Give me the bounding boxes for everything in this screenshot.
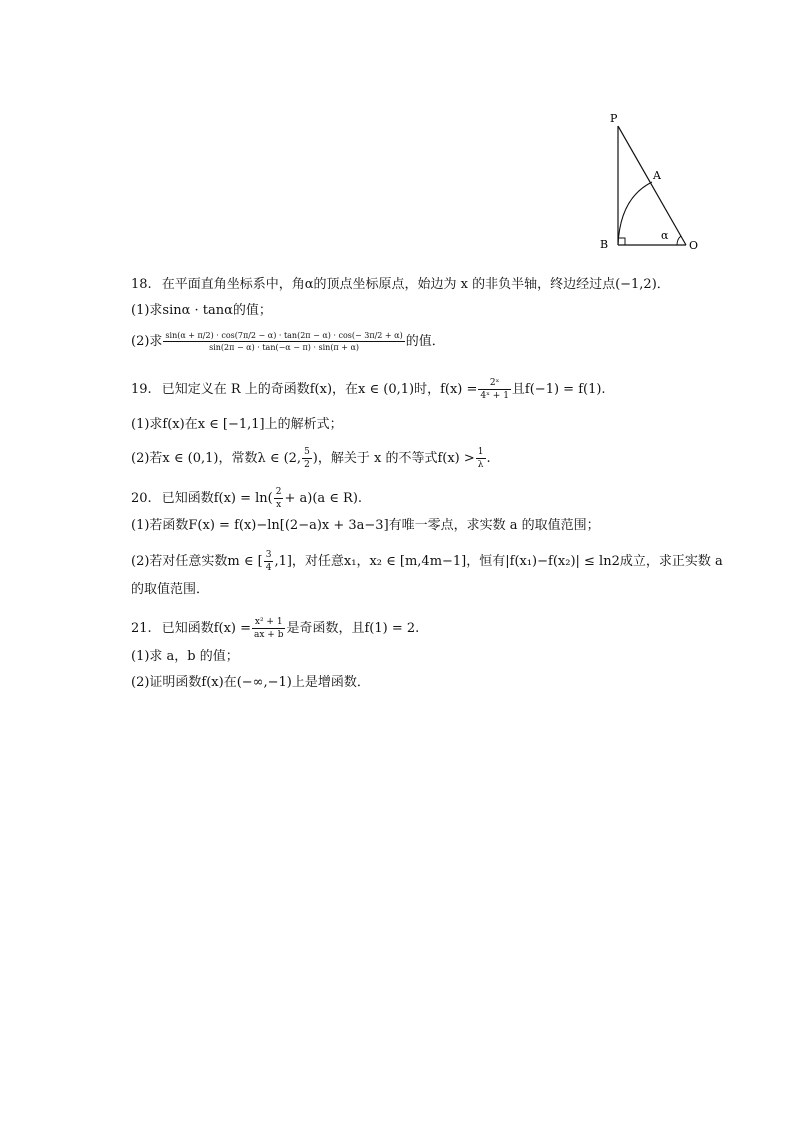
label-P: P — [610, 112, 618, 125]
q20-part2 — [131, 549, 754, 574]
q21-number: 21. — [131, 621, 152, 636]
q19-part1-text: (1)求f(x)在x ∈ [−1,1]上的解析式； — [131, 417, 343, 432]
q19-part2 — [131, 446, 754, 471]
q20-fraction-numerator: 2 — [275, 487, 282, 497]
q20-stem-b: + a)(a ∈ R). — [284, 491, 363, 506]
q18-fraction-denominator: sin(2π − α) · tan(−α − π) · sin(π + α) — [209, 343, 360, 352]
q19-part2-fraction-denominator: 2 — [304, 460, 310, 470]
q20-stem-a: 已知函数f(x) = ln( — [161, 491, 273, 506]
q21-part2-text: (2)证明函数f(x)在(−∞,−1)上是增函数． — [131, 675, 370, 690]
q21-fraction-denominator: ax + b — [254, 630, 284, 640]
q19-stem-b: 且f(−1) = f(1). — [511, 382, 606, 397]
q20-fraction-denominator: x — [276, 500, 282, 510]
q19-part1 — [131, 416, 754, 434]
q18-part2-suffix: 的值． — [405, 334, 445, 349]
triangle-figure — [590, 108, 710, 258]
q21-stem-line — [131, 616, 754, 641]
q20-part2-a: (2)若对任意实数m ∈ [ — [131, 554, 263, 569]
q20-part2-fraction — [264, 549, 274, 574]
q20-fraction — [274, 486, 284, 511]
q18-part2-prefix: (2)求 — [131, 334, 163, 349]
q18-stem-line — [131, 276, 754, 294]
angle-arc-O — [677, 236, 681, 245]
q19-number: 19. — [131, 382, 152, 397]
q19-part2-b: )，解关于 x 的不等式f(x) > — [312, 451, 475, 466]
q21-part2 — [131, 674, 754, 692]
q18-number: 18. — [131, 277, 152, 292]
right-angle-mark — [618, 238, 625, 245]
q21-stem-a: 已知函数f(x) = — [161, 621, 251, 636]
label-alpha: α — [661, 229, 669, 242]
q19-part2-fraction-numerator: 5 — [304, 447, 310, 457]
q20-part2-fraction-denominator: 4 — [265, 563, 272, 573]
q21-part1-text: (1)求 a，b 的值； — [131, 649, 239, 664]
q20-number: 20. — [131, 491, 152, 506]
q19-part2-fraction2-denominator: λ — [477, 460, 484, 470]
q21-stem-b: 是奇函数，且f(1) = 2. — [286, 621, 420, 636]
q19-fraction — [478, 377, 511, 402]
triangle-diagram — [590, 108, 710, 258]
arc-BA — [618, 182, 652, 245]
q19-part2-fraction2 — [476, 446, 486, 471]
q20-part1 — [131, 517, 754, 535]
q19-fraction-numerator: 2ˣ — [478, 377, 511, 390]
q18-fraction-numerator: sin(α + π/2) · cos(7π/2 − α) · tan(2π − α) · cos(− 3π/2 + α) — [165, 331, 403, 340]
q21-part1 — [131, 648, 754, 666]
label-O: O — [689, 239, 699, 252]
q20-part2-fraction-numerator: 3 — [265, 550, 272, 560]
q19-fraction-denominator: 4ˣ + 1 — [480, 391, 509, 401]
q19-stem-a: 已知定义在 R 上的奇函数f(x)，在x ∈ (0,1)时，f(x) = — [161, 382, 478, 397]
q19-part2-fraction2-numerator: 1 — [477, 447, 484, 457]
q20-part2-c: 的取值范围． — [131, 582, 210, 597]
q20-part2-b: ,1]，对任意x₁，x₂ ∈ [m,4m−1]，恒有|f(x₁)−f(x₂)| ≤ ln2成立，求正实数 a — [274, 554, 723, 569]
q19-stem-line — [131, 377, 754, 402]
q18-part1-text: (1)求sinα · tanα的值； — [131, 303, 272, 318]
q18-part2 — [131, 330, 754, 353]
q19-part2-a: (2)若x ∈ (0,1)，常数λ ∈ (2, — [131, 451, 302, 466]
q20-part2-cont — [131, 581, 754, 599]
q18-stem: 在平面直角坐标系中，角α的顶点坐标原点，始边为 x 的非负半轴，终边经过点(−1,2)． — [161, 277, 670, 292]
q18-fraction — [163, 330, 404, 353]
q21-fraction-numerator: x² + 1 — [252, 616, 285, 629]
label-A: A — [653, 169, 661, 182]
q20-stem-line — [131, 486, 754, 511]
q19-part2-c: . — [486, 451, 491, 466]
q19-part2-fraction — [302, 446, 312, 471]
q18-part1 — [131, 302, 754, 320]
q21-fraction — [252, 616, 285, 641]
q20-part1-text: (1)若函数F(x) = f(x)−ln[(2−a)x + 3a−3]有唯一零点，求实数 a 的取值范围； — [131, 518, 600, 533]
label-B: B — [600, 238, 609, 251]
segment-PO — [618, 126, 686, 245]
